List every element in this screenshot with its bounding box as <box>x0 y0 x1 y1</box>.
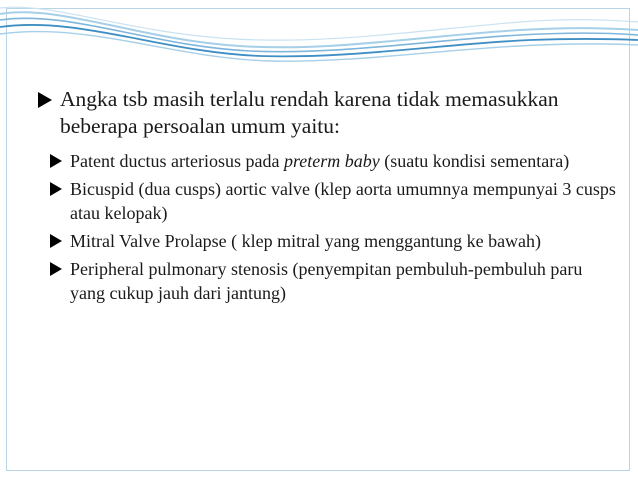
sub-bullet-point <box>50 257 618 305</box>
sub-bullet-point <box>50 229 618 253</box>
bullet-arrow-icon <box>50 154 62 168</box>
sub-bullet-text: Bicuspid (dua cusps) aortic valve (klep aorta umumnya mempunyai 3 cusps atau kelopak) <box>70 179 616 223</box>
main-bullet-text: Angka tsb masih terlalu rendah karena tidak memasukkan beberapa persoalan umum yaitu: <box>60 87 559 138</box>
sub-bullet-point <box>50 177 618 225</box>
bullet-arrow-icon <box>50 262 62 276</box>
wave-decoration <box>0 0 638 70</box>
sub-bullet-text: Peripheral pulmonary stenosis (penyempitan pembuluh-pembuluh paru yang cukup jauh dari jantung) <box>70 259 583 303</box>
bullet-arrow-icon <box>38 92 52 108</box>
emphasized-term: preterm baby <box>283 151 380 171</box>
main-bullet-point <box>38 86 618 140</box>
sub-bullet-point <box>50 149 618 173</box>
bullet-arrow-icon <box>50 182 62 196</box>
sub-bullet-text: Mitral Valve Prolapse ( klep mitral yang menggantung ke bawah) <box>70 231 542 251</box>
bullet-arrow-icon <box>50 234 62 248</box>
bullet-content <box>38 86 618 309</box>
sub-bullet-text: Patent ductus arteriosus pada preterm baby (suatu kondisi sementara) <box>70 151 570 171</box>
